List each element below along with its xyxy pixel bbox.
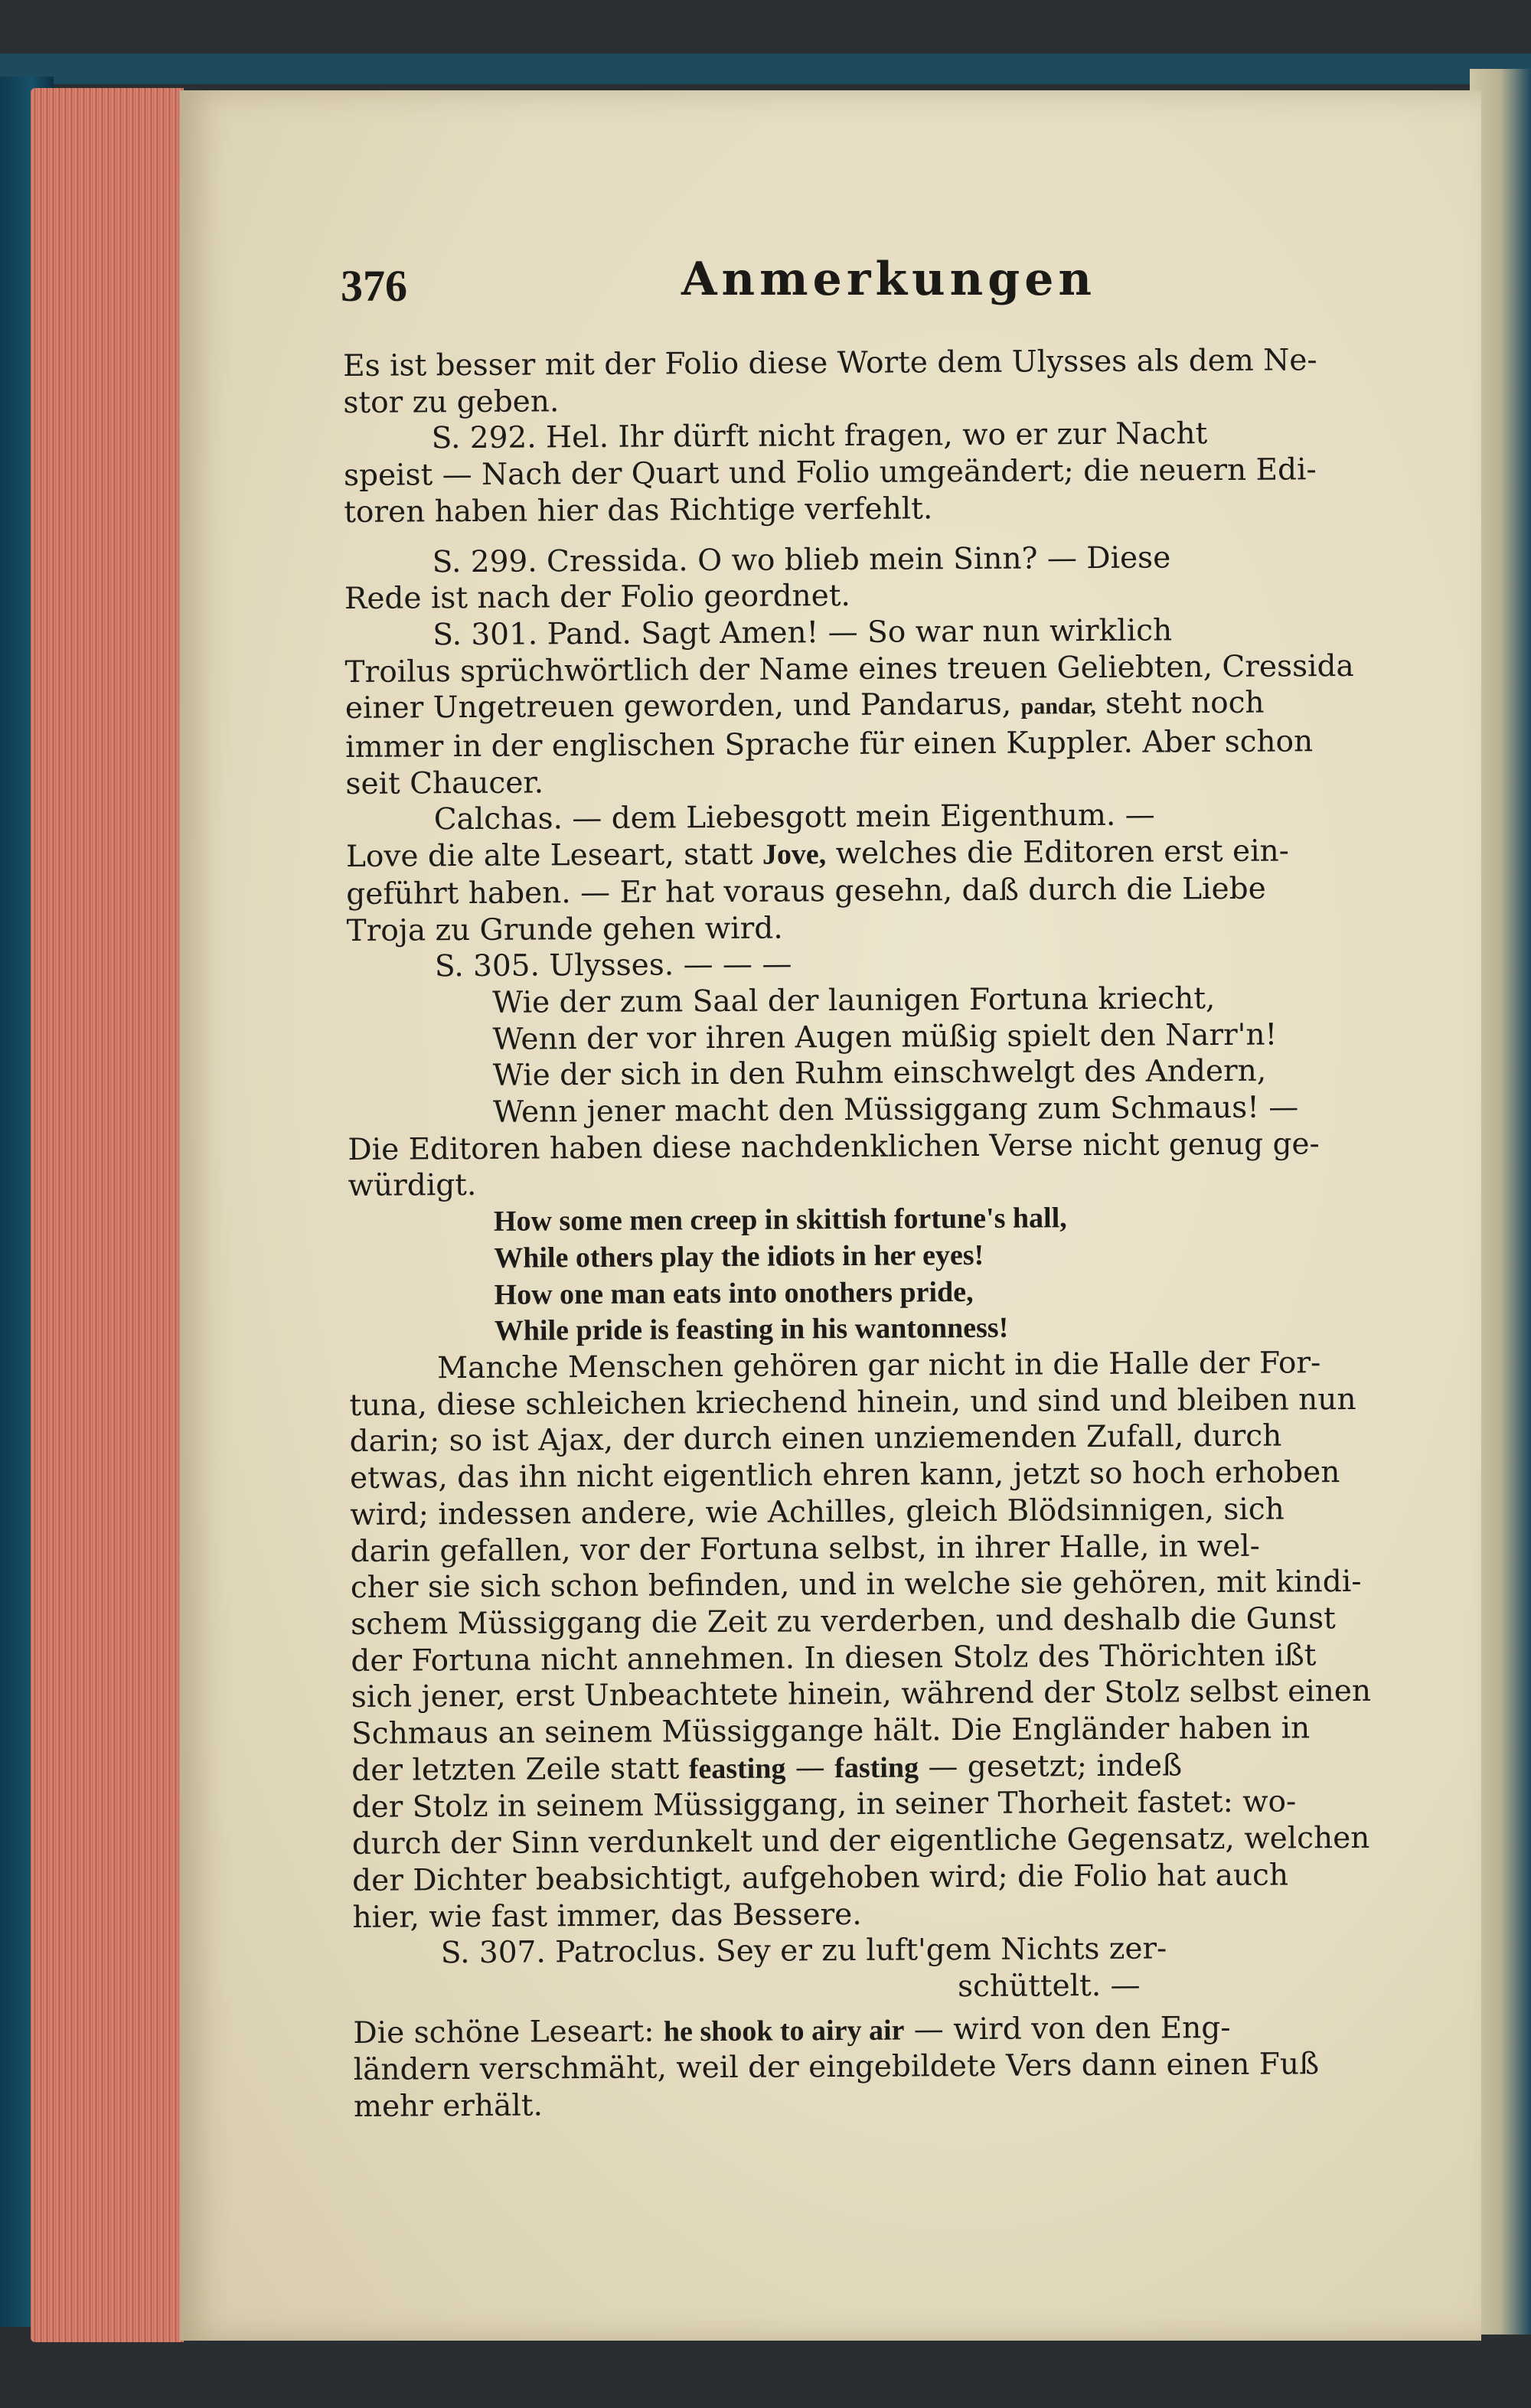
running-title: Anmerkungen <box>681 253 1097 306</box>
text-run: der letzten Zeile statt <box>351 1751 680 1788</box>
text-line: sich jener, erst Unbeachtete hinein, während der Stolz selbst einen <box>351 1674 1372 1715</box>
text-line: S. 292. Hel. Ihr dürft nicht fragen, wo er zur Nacht <box>431 416 1208 456</box>
text-line: Calchas. — dem Liebesgott mein Eigenthum. — <box>433 798 1155 837</box>
page-edges <box>31 88 184 2342</box>
page-header <box>341 253 1397 321</box>
text-run: welches die Editoren erst ein- <box>835 834 1290 872</box>
text-line: seit Chaucer. <box>345 765 544 801</box>
english-term: feasting <box>688 1752 786 1785</box>
english-verse-line: How one man eats into onothers pride, <box>494 1275 974 1311</box>
text-line: der Fortuna nicht annehmen. In diesen Stolz des Thörichten ißt <box>351 1637 1317 1679</box>
text-line: geführt haben. — Er hat voraus gesehn, daß durch die Liebe <box>346 871 1266 912</box>
english-term: he shook to airy air <box>663 2014 905 2048</box>
text-line: der Dichter beabsichtigt, aufgehoben wird; die Folio hat auch <box>352 1858 1289 1898</box>
text-line: schem Müssiggang die Zeit zu verderben, und deshalb die Gunst <box>351 1601 1336 1642</box>
text-line: mehr erhält. <box>353 2088 544 2125</box>
text-line: darin; so ist Ajax, der durch einen unziemenden Zufall, durch <box>349 1418 1282 1460</box>
english-term: Jove, <box>762 838 827 871</box>
text-line: ländern verschmäht, weil der eingebildete Vers dann einen Fuß <box>353 2047 1320 2088</box>
text-run: Love die alte Leseart, statt <box>345 837 753 875</box>
text-line: wird; indessen andere, wie Achilles, gleich Blödsinnigen, sich <box>350 1492 1285 1532</box>
verse-line: Wenn der vor ihren Augen müßig spielt den Narr'n! <box>492 1017 1278 1057</box>
text-line: tuna, diese schleichen kriechend hinein, und sind und bleiben nun <box>349 1382 1356 1423</box>
text-line: der Stolz in seinem Müssiggang, in seiner Thorheit fastet: wo- <box>351 1784 1297 1826</box>
text-line: Troja zu Grunde gehen wird. <box>346 911 783 948</box>
text-line: S. 299. Cressida. O wo blieb mein Sinn? — Diese <box>432 540 1171 579</box>
text-run: Die schöne Leseart: <box>353 2014 655 2051</box>
text-line <box>351 1746 1408 1790</box>
page-number: 376 <box>341 261 407 311</box>
verse-line: Wie der sich in den Ruhm einschwelgt des Andern, <box>492 1054 1267 1094</box>
english-verse-line: How some men creep in skittish fortune's hall, <box>493 1202 1067 1238</box>
verse-line: Wenn jener macht den Müssiggang zum Schmaus! — <box>492 1090 1299 1130</box>
text-line <box>353 2008 1409 2052</box>
text-line: Die Editoren haben diese nachdenklichen Verse nicht genug ge- <box>348 1126 1320 1167</box>
english-term: pandar, <box>1020 693 1096 719</box>
text-line: hier, wie fast immer, das Bessere. <box>352 1897 862 1935</box>
text-line: Troilus sprüchwörtlich der Name eines treuen Geliebten, Cressida <box>344 648 1354 690</box>
text-line: S. 307. Patroclus. Sey er zu luft'gem Nichts zer- <box>440 1931 1167 1971</box>
text-run: — gesetzt; indeß <box>928 1748 1183 1785</box>
text-line: etwas, das ihn nicht eigentlich ehren kann, jetzt so hoch erhoben <box>349 1455 1340 1496</box>
text-line: speist — Nach der Quart und Folio umgeändert; die neuern Edi- <box>343 452 1317 494</box>
text-line: schüttelt. — <box>957 1968 1141 2005</box>
text-line: Rede ist nach der Folio geordnet. <box>344 579 851 617</box>
text-line: Schmaus an seinem Müssiggange hält. Die Engländer haben in <box>351 1711 1311 1751</box>
english-verse-line: While others play the idiots in her eyes! <box>494 1238 984 1274</box>
text-line: S. 305. Ulysses. — — — <box>434 947 792 984</box>
text-line <box>346 833 1402 876</box>
text-line: toren haben hier das Richtige verfehlt. <box>344 491 933 530</box>
text-line: cher sie sich schon befinden, und in welche sie gehören, mit kindi- <box>350 1565 1362 1606</box>
english-verse-line: While pride is feasting in his wantonness! <box>494 1311 1009 1348</box>
text-line: S. 301. Pand. Sagt Amen! — So war nun wirklich <box>433 613 1173 653</box>
text-line: darin gefallen, vor der Fortuna selbst, in ihrer Halle, in wel- <box>350 1529 1261 1569</box>
text-line: durch der Sinn verdunkelt und der eigentliche Gegensatz, welchen <box>351 1820 1370 1862</box>
text-run: — wird von den Eng- <box>913 2010 1231 2047</box>
text-line: würdigt. <box>348 1168 477 1204</box>
text-line: Es ist besser mit der Folio diese Worte dem Ulysses als dem Ne- <box>343 343 1317 383</box>
page-body <box>343 342 1410 2126</box>
text-line: immer in der englischen Sprache für einen Kuppler. Aber schon <box>345 724 1314 765</box>
text-run: steht noch <box>1105 685 1265 722</box>
text-run: — <box>795 1750 825 1786</box>
text-line: Manche Menschen gehören gar nicht in die Halle der For- <box>437 1346 1321 1386</box>
text-line: stor zu geben. <box>343 383 560 420</box>
verse-line: Wie der zum Saal der launigen Fortuna kriecht, <box>492 981 1216 1020</box>
text-run: einer Ungetreuen geworden, und Pandarus, <box>344 687 1012 726</box>
english-term: fasting <box>834 1751 919 1784</box>
text-line <box>345 684 1402 729</box>
